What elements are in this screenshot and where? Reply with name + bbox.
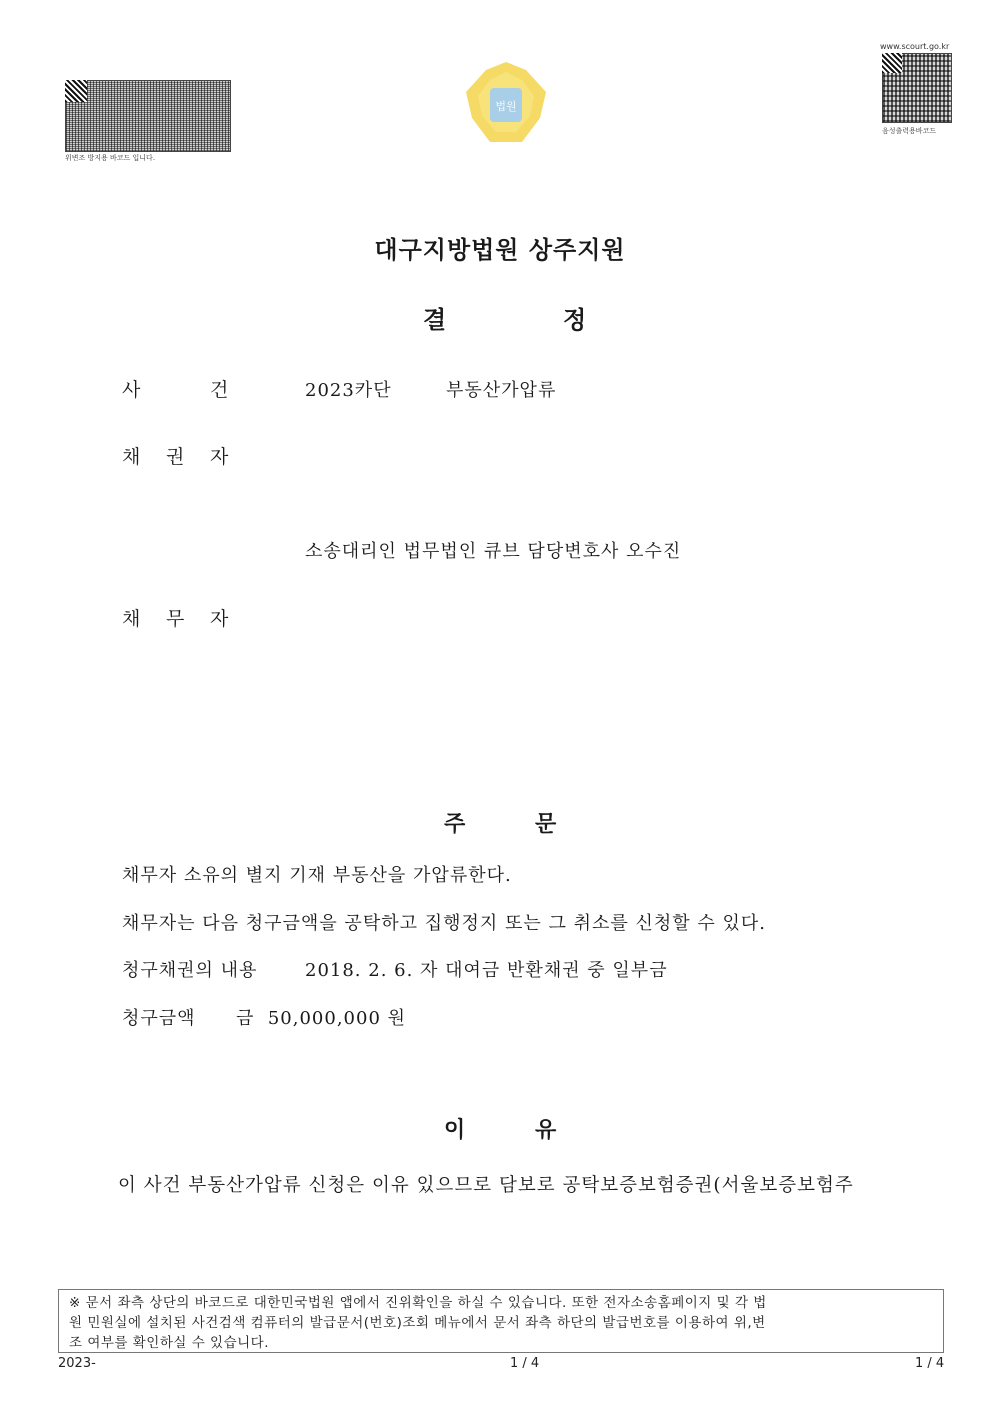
qr-corner-mark: [882, 53, 902, 73]
creditor-label-char-1: 채: [122, 446, 141, 468]
amount-value: 금 50,000,000 원: [236, 1008, 407, 1029]
order-line-1: 채무자 소유의 별지 기재 부동산을 가압류한다.: [122, 865, 512, 886]
debtor-label-char-1: 채: [122, 608, 141, 630]
authentication-barcode: [65, 80, 231, 152]
creditor-label-char-3: 자: [210, 446, 229, 468]
case-label-char-2: 건: [210, 379, 229, 401]
debtor-label-char-3: 자: [210, 608, 229, 630]
court-name: 대구지방법원 상주지원: [374, 236, 626, 264]
notice-line-3: 조 여부를 확인하실 수 있습니다.: [69, 1335, 269, 1351]
reason-title-right: 유: [535, 1118, 557, 1143]
document-number: 2023-: [58, 1356, 96, 1371]
order-title-left: 주: [444, 812, 466, 837]
verification-notice: [58, 1289, 944, 1353]
creditor-label-char-2: 권: [166, 446, 185, 468]
title-char-right: 정: [563, 306, 587, 334]
barcode-caption: 위변조 방지용 바코드 입니다.: [65, 154, 156, 162]
notice-line-2: 원 민원실에 설치된 사건검색 컴퓨터의 발급문서(번호)조회 메뉴에서 문서 좌측 하단의 발급번호를 이용하여 위,변: [69, 1315, 766, 1331]
claim-label: 청구채권의 내용: [122, 960, 258, 981]
title-char-left: 결: [423, 306, 447, 334]
legal-agent: 소송대리인 법무법인 큐브 담당변호사 오수진: [305, 541, 682, 562]
page-number-right: 1 / 4: [915, 1356, 945, 1371]
case-label-char-1: 사: [122, 379, 141, 401]
qr-caption: 음성출력용바코드: [882, 127, 937, 135]
court-url: www.scourt.go.kr: [880, 42, 950, 51]
case-name: 부동산가압류: [446, 380, 557, 401]
page-number-center: 1 / 4: [510, 1356, 540, 1371]
reason-line-1: 이 사건 부동산가압류 신청은 이유 있으므로 담보로 공탁보증보험증권(서울보증보험주: [118, 1175, 854, 1196]
court-emblem-icon: [460, 58, 552, 150]
claim-value: 2018. 2. 6. 자 대여금 반환채권 중 일부금: [305, 960, 668, 981]
case-number: 2023카단: [305, 380, 392, 401]
emblem-text: 법원: [495, 100, 517, 113]
order-line-2: 채무자는 다음 청구금액을 공탁하고 집행정지 또는 그 취소를 신청할 수 있다.: [122, 913, 766, 934]
reason-title-left: 이: [444, 1118, 466, 1143]
order-title-right: 문: [535, 812, 557, 837]
barcode-corner-mark: [65, 80, 87, 102]
debtor-label-char-2: 무: [166, 608, 185, 630]
amount-label: 청구금액: [122, 1008, 196, 1029]
notice-line-1: ※ 문서 좌측 상단의 바코드로 대한민국법원 앱에서 진위확인을 하실 수 있습니다. 또한 전자소송홈페이지 및 각 법: [69, 1295, 767, 1311]
